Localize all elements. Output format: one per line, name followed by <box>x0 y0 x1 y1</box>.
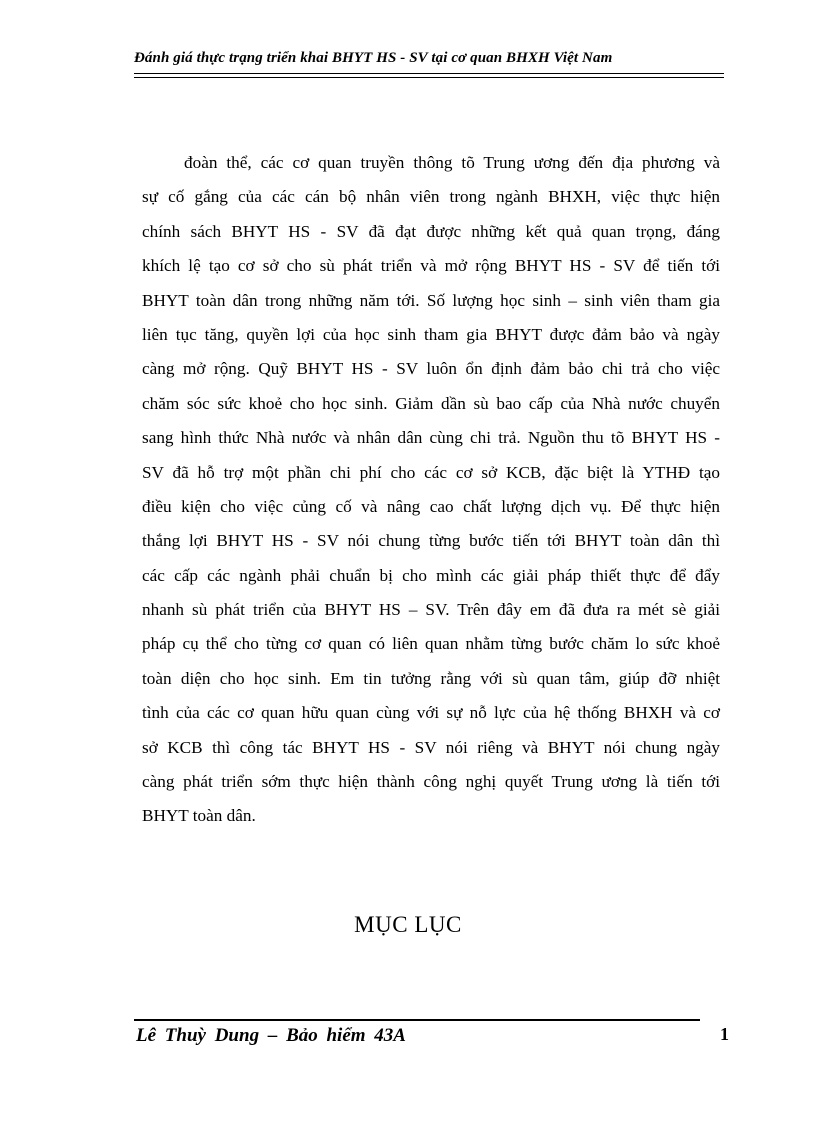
paragraph-line: càng mở rộng. Quỹ BHYT HS - SV luôn ổn định đảm bảo chi trả cho việc <box>142 359 720 379</box>
page-number: 1 <box>720 1024 729 1044</box>
paragraph-line: toàn diện cho học sinh. Em tin tưởng rằng với sù quan tâm, giúp đỡ nhiệt <box>142 668 720 688</box>
body-paragraph <box>142 146 720 834</box>
paragraph-line: BHYT toàn dân. <box>142 806 256 826</box>
footer-author: Lê Thuỳ Dung – Bảo hiểm 43A <box>136 1025 406 1046</box>
paragraph-line: chăm sóc sức khoẻ cho học sinh. Giảm dần sù bao cấp của Nhà nước chuyển <box>142 393 720 413</box>
paragraph-line: thắng lợi BHYT HS - SV nói chung từng bước tiến tới BHYT toàn dân thì <box>142 531 720 551</box>
paragraph-line: các cấp các ngành phải chuẩn bị cho mình các giải pháp thiết thực để đẩy <box>142 565 720 585</box>
paragraph-line: SV đã hỗ trợ một phần chi phí cho các cơ sở KCB, đặc biệt là YTHĐ tạo <box>142 462 720 482</box>
paragraph-line: BHYT toàn dân trong những năm tới. Số lượng học sinh – sinh viên tham gia <box>142 290 720 310</box>
paragraph-line: sang hình thức Nhà nước và nhân dân cùng chi trả. Nguồn thu tõ BHYT HS - <box>142 428 720 448</box>
header-divider <box>134 73 724 78</box>
paragraph-line: chính sách BHYT HS - SV đã đạt được những kết quả quan trọng, đáng <box>142 221 720 241</box>
page-header <box>134 50 724 78</box>
paragraph-line: nhanh sù phát triển của BHYT HS – SV. Trên đây em đã đưa ra mét sè giải <box>142 600 720 620</box>
paragraph-line: đoàn thể, các cơ quan truyền thông tõ Trung ương đến địa phương và <box>184 153 720 172</box>
paragraph-line: càng phát triển sớm thực hiện thành công nghị quyết Trung ương là tiến tới <box>142 772 720 792</box>
paragraph-line: tình của các cơ quan hữu quan cùng với sự nỗ lực của hệ thống BHXH và cơ <box>142 703 720 723</box>
paragraph-line: điều kiện cho việc củng cố và nâng cao chất lượng dịch vụ. Để thực hiện <box>142 496 720 516</box>
paragraph-line: sở KCB thì công tác BHYT HS - SV nói riêng và BHYT nói chung ngày <box>142 737 720 757</box>
toc-heading: MỤC LỤC <box>354 912 462 937</box>
paragraph-line: pháp cụ thể cho từng cơ quan có liên quan nhằm từng bước chăm lo sức khoẻ <box>142 634 720 654</box>
paragraph-line: sự cố gắng của các cán bộ nhân viên trong ngành BHXH, việc thực hiện <box>142 187 720 207</box>
paragraph-line: khích lệ tạo cơ sở cho sù phát triển và mở rộng BHYT HS - SV để tiến tới <box>142 256 720 276</box>
header-title: Đánh giá thực trạng triển khai BHYT HS - SV tại cơ quan BHXH Việt Nam <box>134 50 613 66</box>
paragraph-line: liên tục tăng, quyền lợi của học sinh tham gia BHYT được đảm bảo và ngày <box>142 324 720 344</box>
footer-divider <box>134 1019 700 1021</box>
